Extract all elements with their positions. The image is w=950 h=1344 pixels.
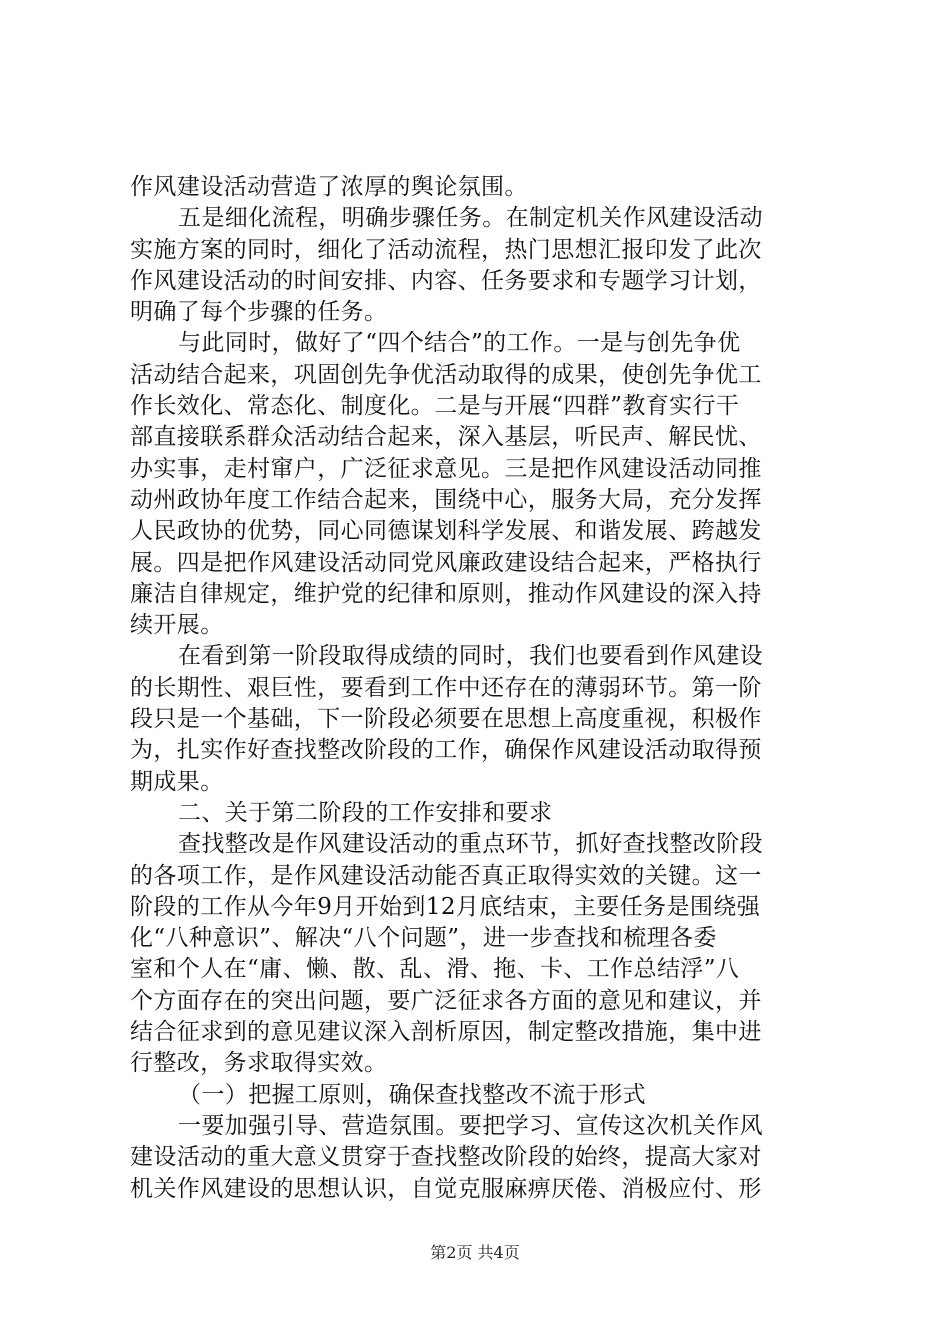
text-line: 一要加强引导、营造氛围。要把学习、宣传这次机关作风 (178, 1112, 763, 1139)
text-line: 办实事，走村窜户，广泛征求意见。三是把作风建设活动同推 (130, 455, 762, 482)
text-line: 建设活动的重大意义贯穿于查找整改阶段的始终，提高大家对 (130, 1144, 762, 1171)
text-line: 部直接联系群众活动结合起来，深入基层，听民声、解民忧、 (130, 424, 762, 451)
document-body (130, 172, 838, 1205)
text-line: 在看到第一阶段取得成绩的同时，我们也要看到作风建设 (178, 643, 763, 670)
text-line: 阶段的工作从今年9月开始到12月底结束，主要任务是围绕强 (130, 893, 761, 920)
text-line: 结合征求到的意见建议深入剖析原因，制定整改措施，集中进 (130, 1019, 762, 1046)
text-line: 作风建设活动营造了浓厚的舆论氛围。 (130, 174, 528, 200)
text-line: 的长期性、艰巨性，要看到工作中还存在的薄弱环节。第一阶 (130, 674, 762, 701)
text-line: （一）把握工原则，确保查找整改不流于形式 (178, 1081, 646, 1108)
text-line: 动州政协年度工作结合起来，围绕中心，服务大局，充分发挥 (130, 486, 762, 513)
text-line: 展。四是把作风建设活动同党风廉政建设结合起来，严格执行 (130, 549, 762, 576)
text-line: 个方面存在的突出问题，要广泛征求各方面的意见和建议，并 (130, 987, 762, 1014)
text-line: 段只是一个基础，下一阶段必须要在思想上高度重视，积极作 (130, 706, 762, 733)
text-line: 活动结合起来，巩固创先争优活动取得的成果，使创先争优工 (130, 361, 762, 388)
text-line: 行整改，务求取得实效。 (130, 1050, 388, 1077)
text-line: 实施方案的同时，细化了活动流程，热门思想汇报印发了此次 (130, 236, 762, 263)
text-line: 查找整改是作风建设活动的重点环节，抓好查找整改阶段 (178, 831, 763, 858)
text-line: 化“八种意识”、解决“八个问题”，进一步查找和梳理各委 (130, 925, 717, 952)
text-line: 与此同时，做好了“四个结合”的工作。一是与创先争优 (178, 330, 741, 357)
text-line: 作风建设活动的时间安排、内容、任务要求和专题学习计划， (130, 267, 762, 294)
text-line: 作长效化、常态化、制度化。二是与开展“四群”教育实行干 (130, 393, 740, 420)
text-line: 机关作风建设的思想认识，自觉克服麻痹厌倦、消极应付、形 (130, 1175, 762, 1202)
text-line: 的各项工作，是作风建设活动能否真正取得实效的关键。这一 (130, 862, 762, 889)
text-line: 廉洁自律规定，维护党的纪律和原则，推动作风建设的深入持 (130, 580, 762, 607)
text-line: 续开展。 (130, 612, 224, 639)
text-line: 期成果。 (130, 768, 224, 795)
text-line: 二、关于第二阶段的工作安排和要求 (178, 799, 553, 826)
text-line: 人民政协的优势，同心同德谋划科学发展、和谐发展、跨越发 (130, 518, 762, 545)
text-line: 五是细化流程，明确步骤任务。在制定机关作风建设活动 (178, 205, 763, 232)
page-footer: 第2页 共4页 (430, 1243, 520, 1262)
text-line: 为，扎实作好查找整改阶段的工作，确保作风建设活动取得预 (130, 737, 762, 764)
text-line: 室和个人在“庸、懒、散、乱、滑、拖、卡、工作总结浮”八 (130, 956, 740, 983)
text-line: 明确了每个步骤的任务。 (130, 299, 388, 326)
